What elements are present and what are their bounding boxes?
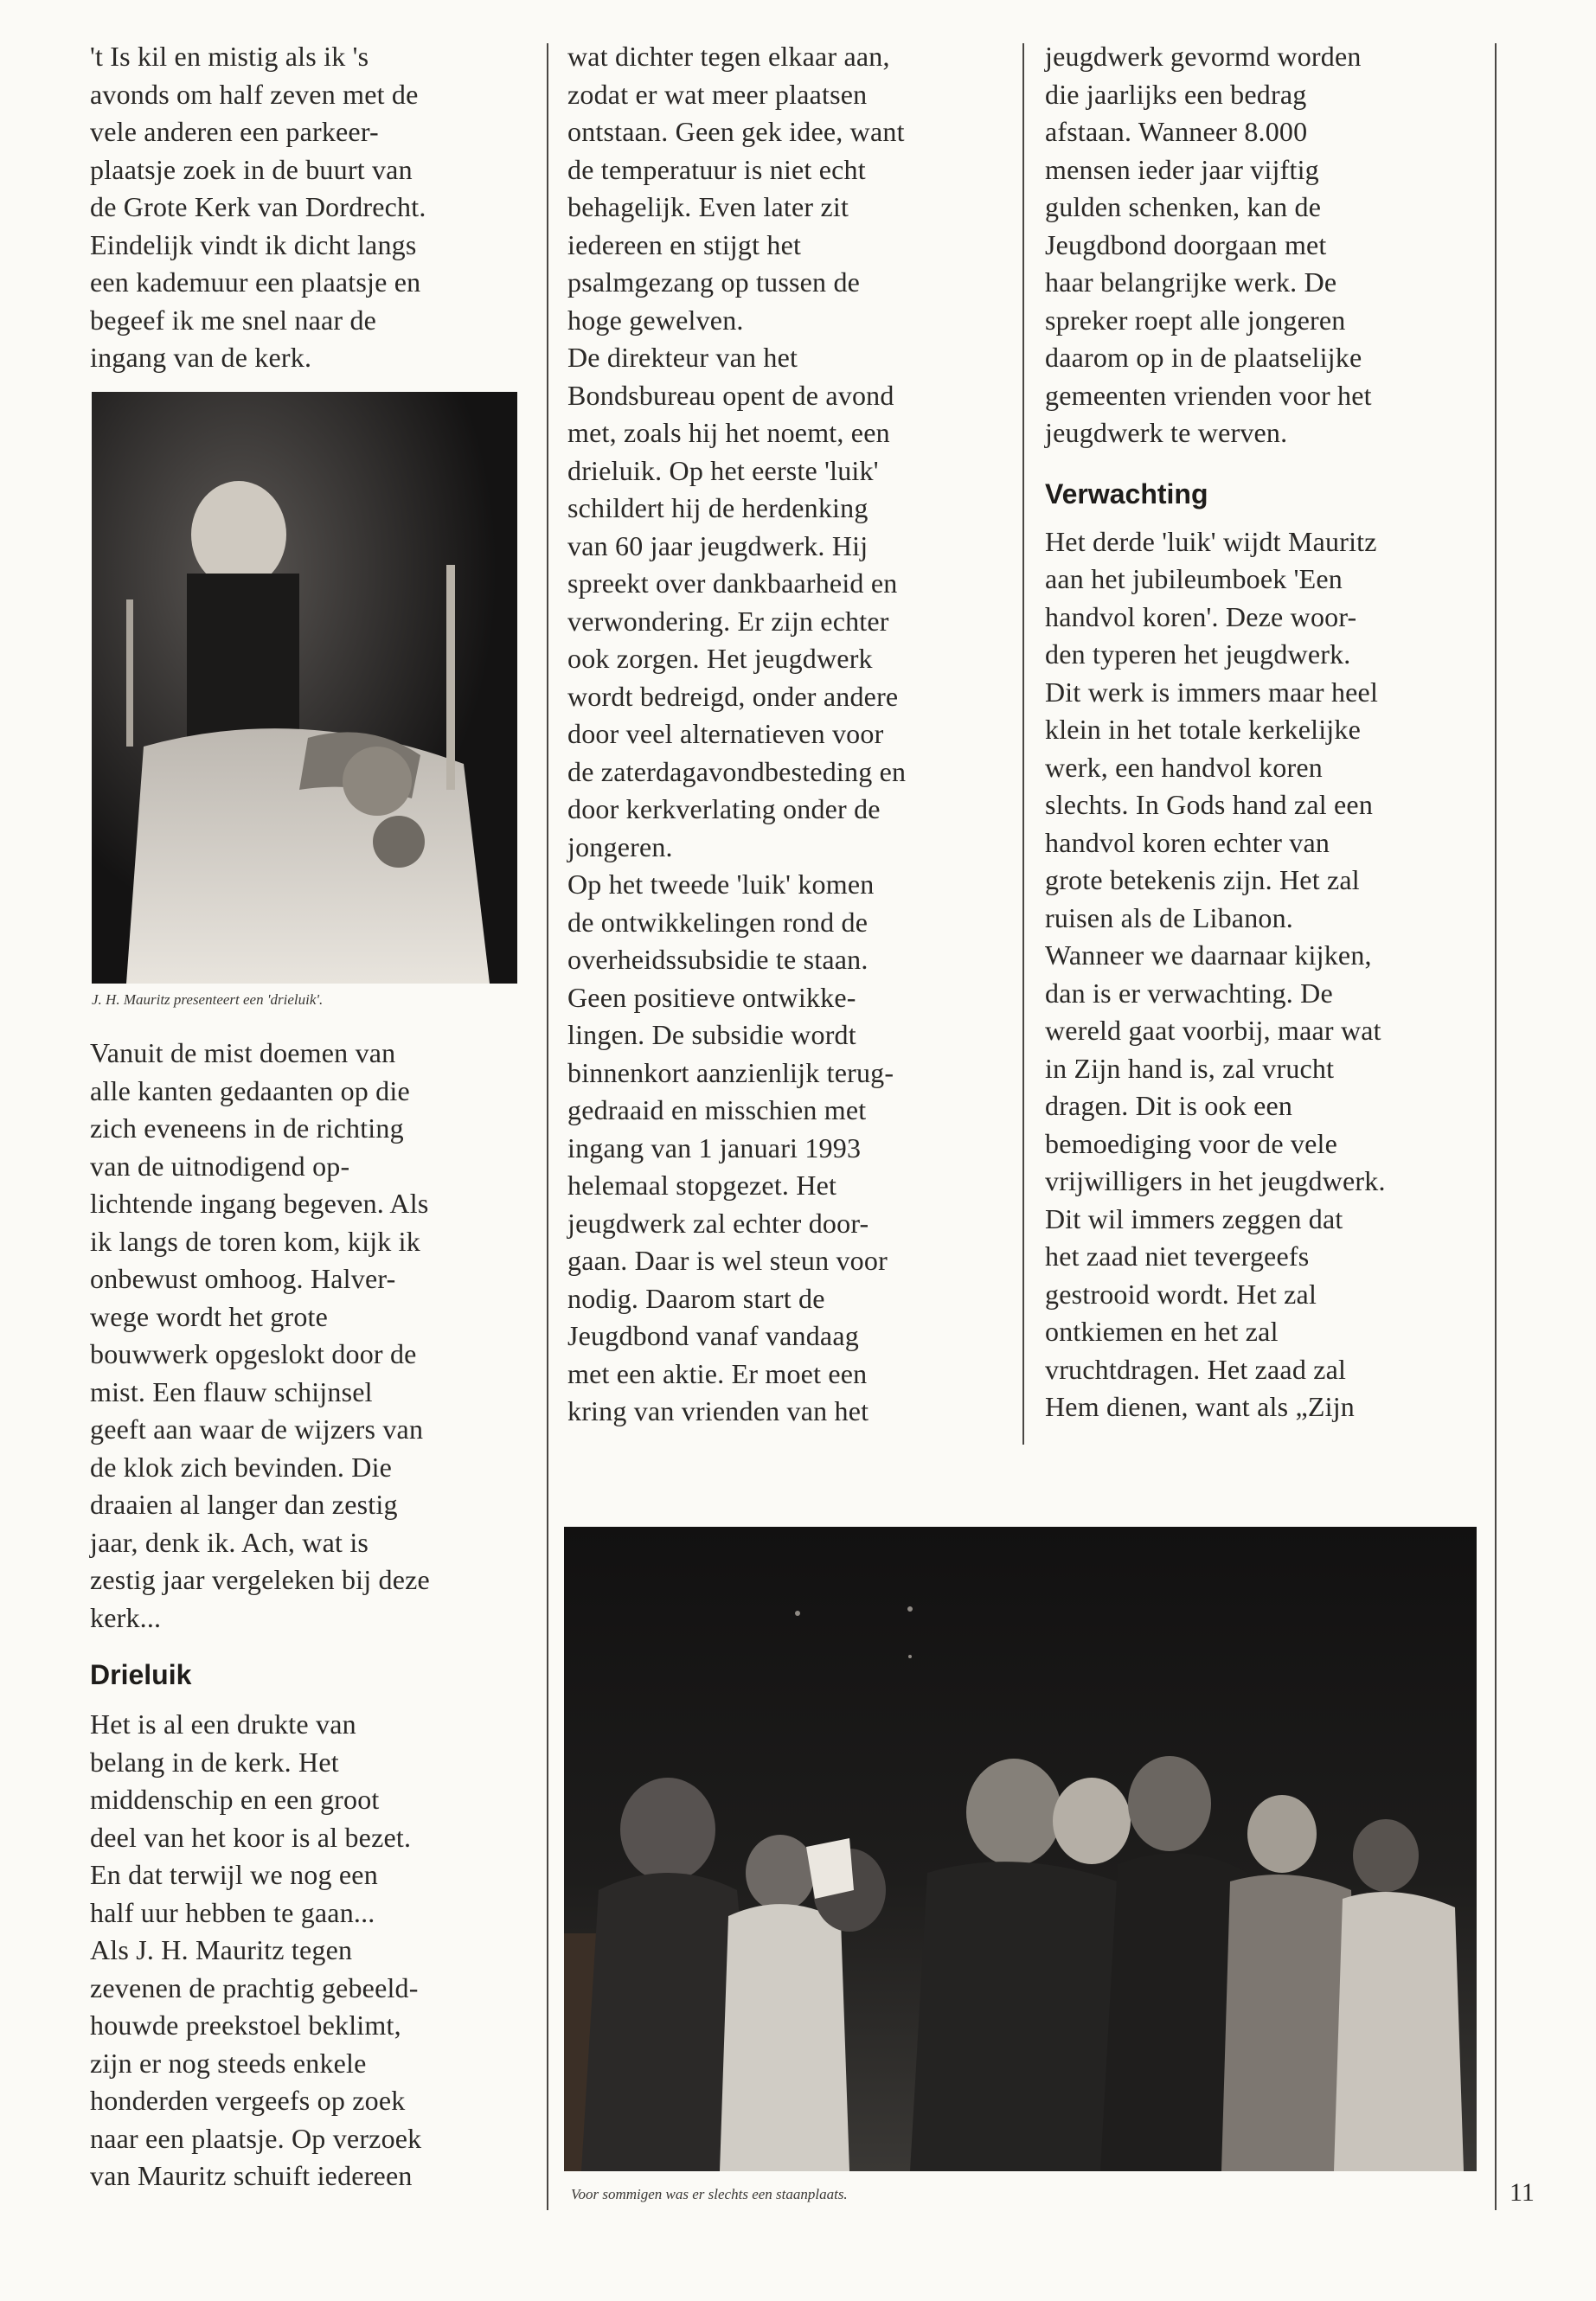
mist-paragraph: Vanuit de mist doemen van alle kanten gedaanten op die zich eveneens in de richting van de uitnodigend op- lichtende ingang begeven. Als ik langs de toren kom, kijk ik onbewust omhoog. Halver- wege wordt het grote bouwwerk opgeslokt door de mist. Een flauw schijnsel geeft aan waar de wijzers van de klok zich bevinden. Die draaien al langer dan zestig jaar, denk ik. Ach, wat is zestig jaar vergeleken bij deze kerk... bbox=[90, 1037, 430, 1633]
heading-drieluik: Drieluik bbox=[90, 1659, 192, 1690]
column-3 bbox=[1045, 38, 1490, 1426]
heading-verwachting: Verwachting bbox=[1045, 478, 1208, 510]
crowd-photo-caption: Voor sommigen was er slechts een staanplaats. bbox=[571, 2186, 848, 2202]
column-3-text: Het derde 'luik' wijdt Mauritz aan het jubileumboek 'Een handvol koren'. Deze woor- den typeren het jeugdwerk. Dit werk is immers maar heel klein in het totale kerkelijke werk, een handvol koren slechts. In Gods hand zal een handvol koren echter van grote betekenis zijn. Het zal ruisen als de Libanon. Wanneer we daarnaar kijken, dan is er verwachting. De wereld gaat voorbij, maar wat in Zijn hand is, zal vrucht dragen. Dit is ook een bemoediging voor de vele vrijwilligers in het jeugdwerk. Dit wil immers zeggen dat het zaad niet tevergeefs gestrooid wordt. Het zal ontkiemen en het zal vruchtdragen. Het zaad zal Hem dienen, want als „Zijn bbox=[1045, 525, 1386, 1422]
pulpit-photo-caption: J. H. Mauritz presenteert een 'drieluik'. bbox=[92, 991, 324, 1008]
column-1-lower bbox=[90, 1035, 540, 2195]
column-rule-right bbox=[1022, 43, 1024, 1445]
intro-paragraph: 't Is kil en mistig als ik 's avonds om half zeven met de vele anderen een parkeer- plaatsje zoek in de buurt van de Grote Kerk van Dordrecht. Eindelijk vindt ik dicht langs een kademuur een plaatsje en begeef ik me snel naar de ingang van de kerk. bbox=[90, 41, 426, 373]
column-1 bbox=[90, 38, 540, 377]
crowd-photo bbox=[564, 1527, 1477, 2171]
column-3-intro: jeugdwerk gevormd worden die jaarlijks een bedrag afstaan. Wanneer 8.000 mensen ieder jaar vijftig gulden schenken, kan de Jeugdbond doorgaan met haar belangrijke werk. De spreker roept alle jongeren daarom op in de plaatselijke gemeenten vrienden voor het jeugdwerk te werven. bbox=[1045, 41, 1372, 448]
church-paragraph: Het is al een drukte van belang in de kerk. Het middenschip en een groot deel van het koor is al bezet. En dat terwijl we nog een half uur hebben te gaan... Als J. H. Mauritz tegen zevenen de prachtig gebeeld- houwde preekstoel beklimt, zijn er nog steeds enkele honderden vergeefs op zoek naar een plaatsje. Op verzoek van Mauritz schuift iedereen bbox=[90, 1708, 422, 2191]
column-rule-left bbox=[547, 43, 548, 2210]
column-2 bbox=[567, 38, 1017, 1431]
pulpit-photo bbox=[92, 392, 517, 984]
page-edge-rule bbox=[1495, 43, 1497, 2210]
page-number: 11 bbox=[1509, 2178, 1535, 2207]
column-2-text: wat dichter tegen elkaar aan, zodat er wat meer plaatsen ontstaan. Geen gek idee, want de temperatuur is niet echt behagelijk. Even later zit iedereen en stijgt het psalmgezang op tussen de hoge gewelven. De direkteur van het Bondsbureau opent de avond met, zoals hij het noemt, een drieluik. Op het eerste 'luik' schildert hij de herdenking van 60 jaar jeugdwerk. Hij spreekt over dankbaarheid en verwondering. Er zijn echter ook zorgen. Het jeugdwerk wordt bedreigd, onder andere door veel alternatieven voor de zaterdagavondbesteding en door kerkverlating onder de jongeren. Op het tweede 'luik' komen de ontwikkelingen rond de overheidssubsidie te staan. Geen positieve ontwikke- lingen. De subsidie wordt binnenkort aanzienlijk terug- gedraaid en misschien met ingang van 1 januari 1993 helemaal stopgezet. Het jeugdwerk zal echter door- gaan. Daar is wel steun voor nodig. Daarom start de Jeugdbond vanaf vandaag met een aktie. Er moet een kring van vrienden van het bbox=[567, 41, 907, 1426]
